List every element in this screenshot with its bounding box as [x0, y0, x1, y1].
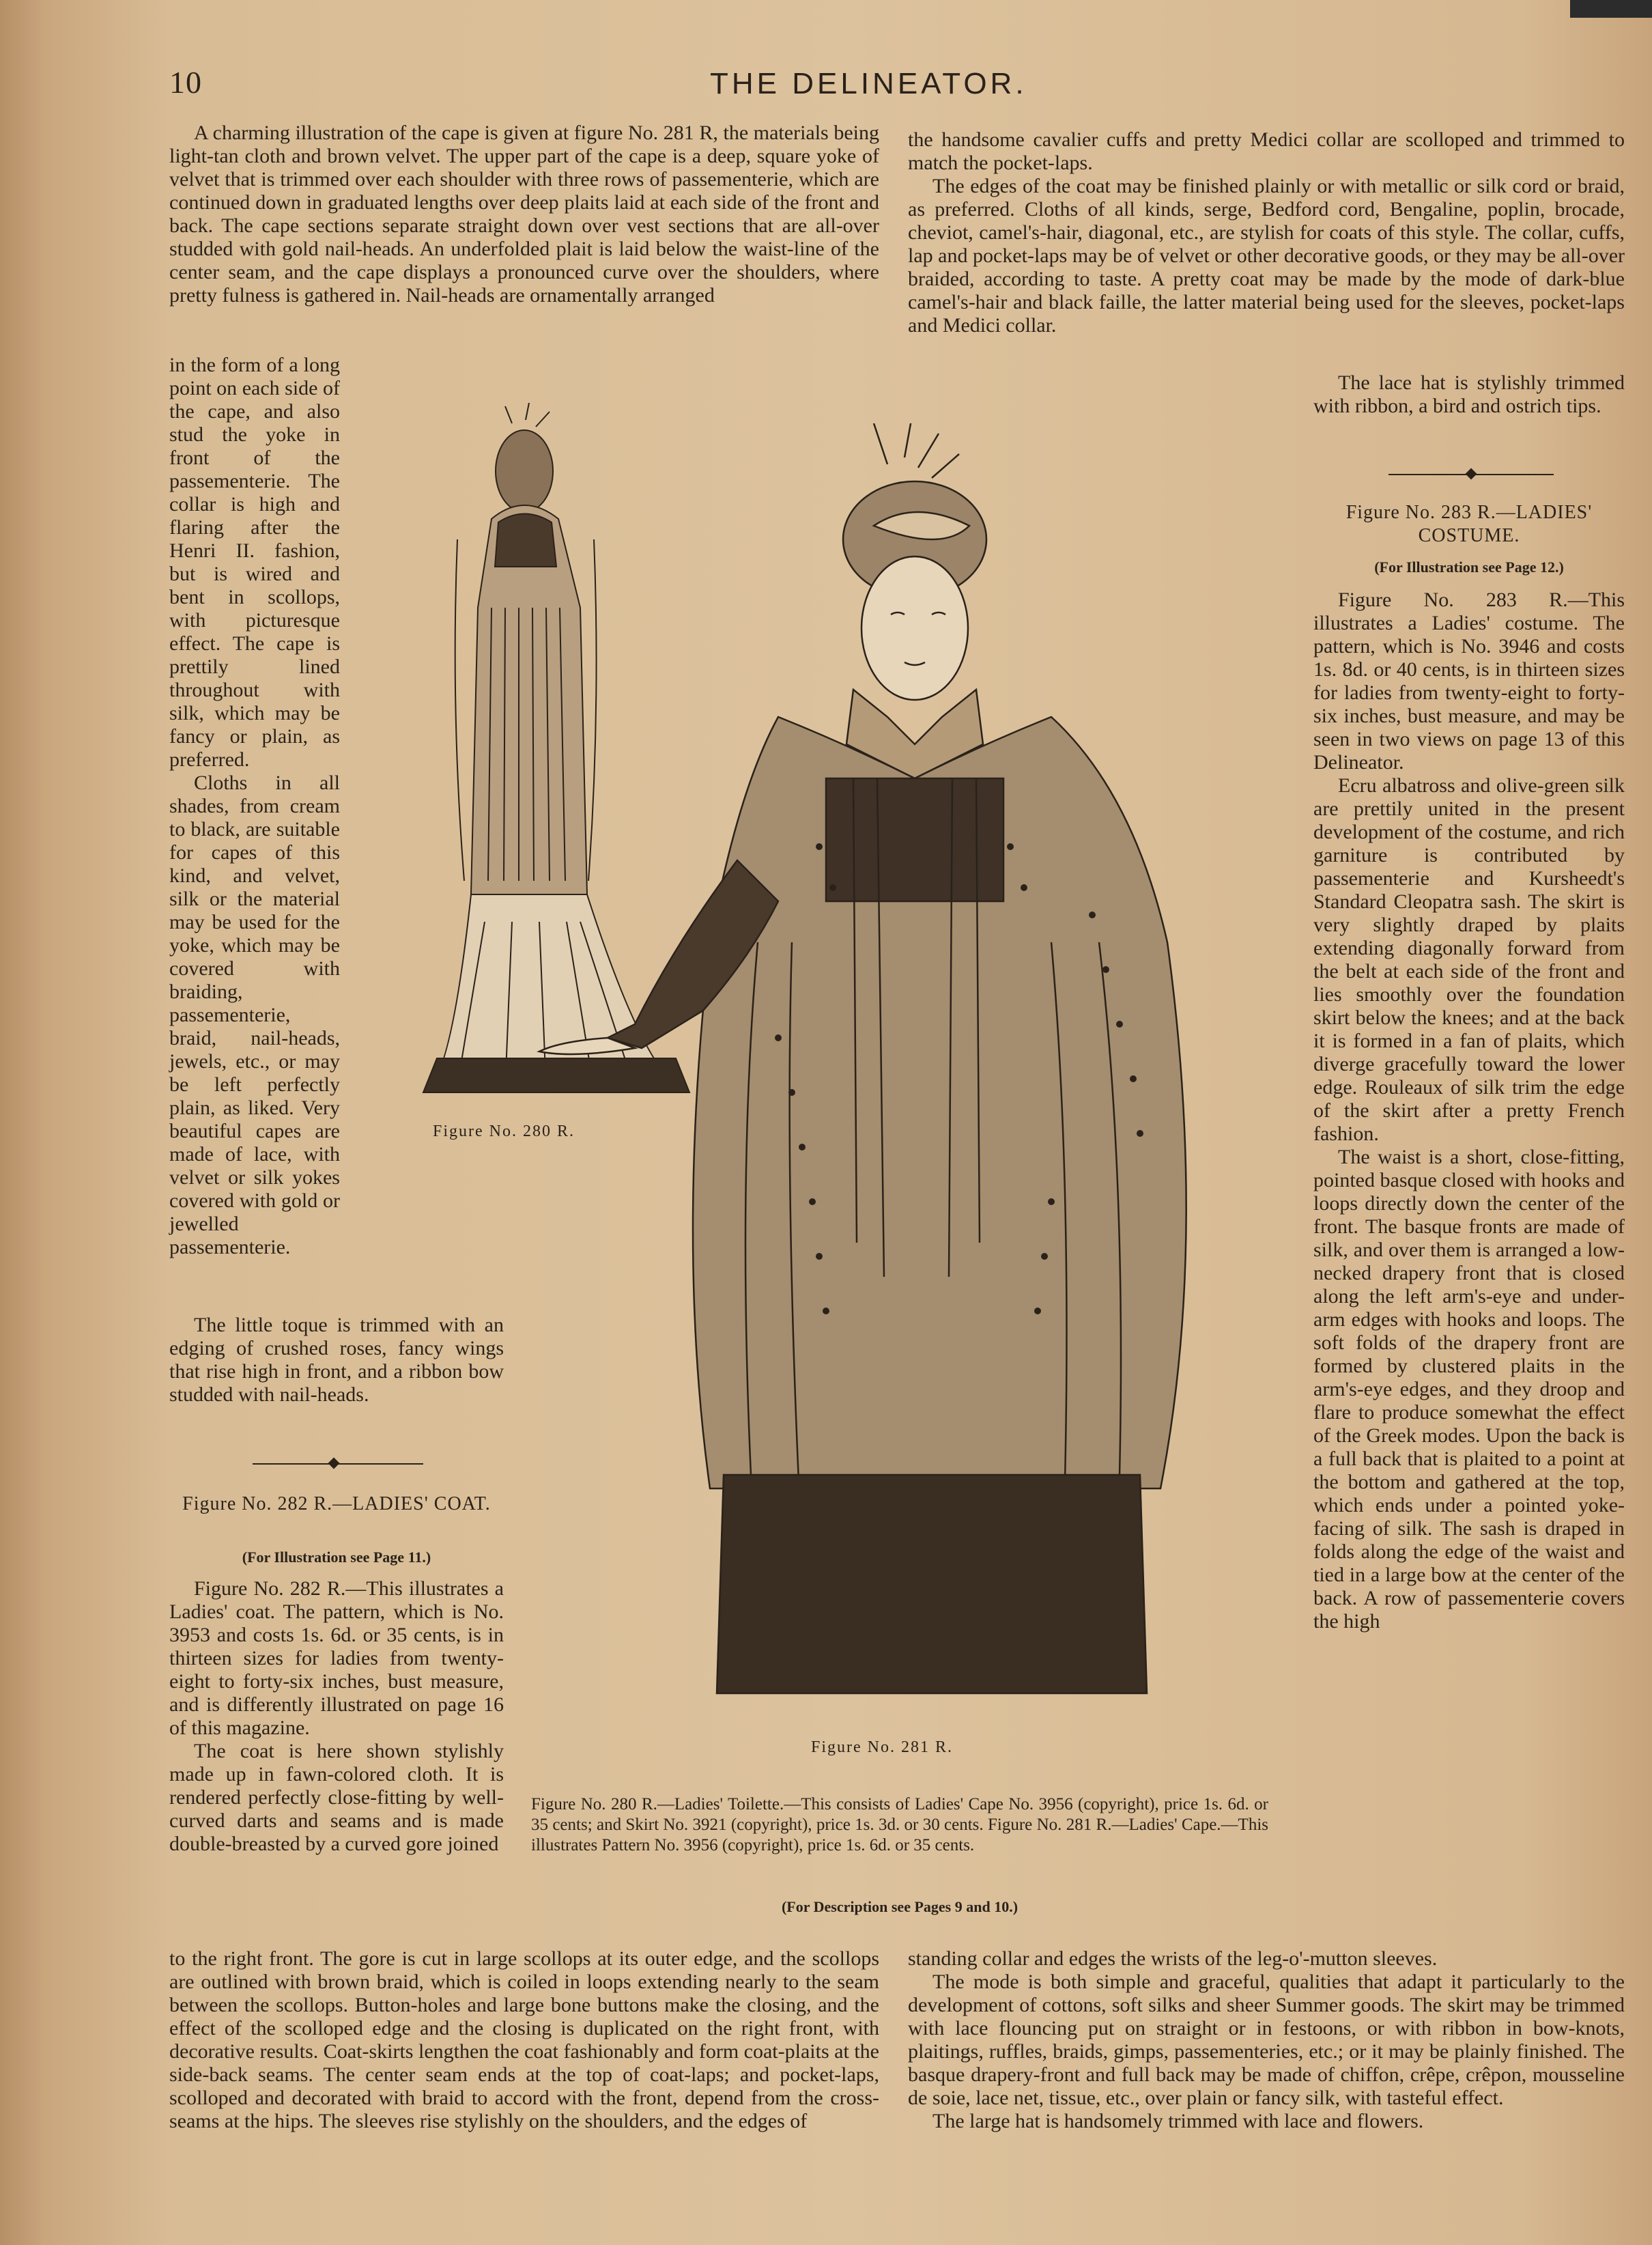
costume-illustration-note: (For Illustration see Page 12.) — [1374, 559, 1564, 576]
paragraph: in the form of a long point on each side of the cape, and also stud the yoke in front of the passementerie. The collar is high and flaring after the Henri II. fashion, but is wired and bent in scollops, with picturesque effect. The cape is prettily lined throughout with silk, which may be fancy or plain, as preferred. — [169, 354, 340, 771]
paragraph: Ecru albatross and olive-green silk are prettily united in the present development of the costume, and rich garniture is contributed by passementerie and Kursheedt's Standard Cleopatra sash. The skirt is very slightly draped by plaits extending diagonally forward from the belt at each side of the front and lies smoothly over the foundation skirt below the knees; and at the back it is formed in a fan of plaits, which diverge gracefully toward the lower edge. Rouleaux of silk trim the edge of the skirt after a pretty French fashion. — [1313, 774, 1625, 1145]
figures-description-text: Figure No. 280 R.—Ladies' Toilette.—This consists of Ladies' Cape No. 3956 (copyright), price 1s. 6d. or 35 cents; and Skirt No. 3921 (copyright), price 1s. 3d. or 30 cents. Figure No. 281 R.—Ladies' Cape.—This illustrates Pattern No. 3956 (copyright), price 1s. 6d. or 35 cents. — [531, 1795, 1268, 1854]
paragraph: A charming illustration of the cape is given at figure No. 281 R, the materials being light-tan cloth and brown velvet. The upper part of the cape is a deep, square yoke of velvet that is trimmed over each shoulder with three rows of passementerie, which are continued down in graduated lengths over deep plaits laid at each side of the front and back. The cape sections separate straight down over vest sections that are all-over studded with gold nail-heads. An underfolded plait is laid below the waist-line of the center seam, and the cape displays a pronounced curve over the shoulders, where pretty fulness is gathered in. Nail-heads are ornamentally arranged — [169, 122, 879, 307]
left-top-text — [169, 122, 879, 307]
paragraph: The coat is here shown stylishly made up in fawn-colored cloth. It is rendered perfectly close-fitting by well-curved darts and seams and is made double-breasted by a curved gore joined — [169, 1740, 504, 1855]
figures-description — [531, 1794, 1268, 1856]
masthead-title: THE DELINEATOR. — [710, 67, 1027, 100]
right-bottom-text — [908, 1947, 1625, 2133]
paragraph: The little toque is trimmed with an edging of crushed roses, fancy wings that rise high in front, and a ribbon bow studded with nail-heads. — [169, 1314, 504, 1406]
paragraph: Figure No. 283 R.—This illustrates a Ladies' costume. The pattern, which is No. 3946 and costs 1s. 8d. or 40 cents, is in thirteen sizes for ladies from twenty-eight to forty-six inches, bust measure, and may be seen in two views on page 13 of this Delineator. — [1313, 589, 1625, 774]
coat-heading: Figure No. 282 R.—LADIES' COAT. — [182, 1493, 491, 1514]
paragraph: The edges of the coat may be finished plainly or with metallic or silk cord or braid, as preferred. Cloths of all kinds, serge, Bedford cord, Bengaline, poplin, brocade, cheviot, camel's-hair, diagonal, etc., are stylish for coats of this style. The collar, cuffs, lap and pocket-laps may be of velvet or other decorative goods, or they may be all-over braided, according to taste. A pretty coat may be made by the mode of dark-blue camel's-hair and black faille, the latter material being used for the sleeves, pocket-laps and Medici collar. — [908, 175, 1625, 337]
figure-280-caption: Figure No. 280 R. — [433, 1122, 575, 1140]
paragraph: The lace hat is stylishly trimmed with ribbon, a bird and ostrich tips. — [1313, 371, 1625, 417]
coat-illustration-note: (For Illustration see Page 11.) — [242, 1549, 431, 1566]
left-bottom-text — [169, 1947, 879, 2133]
figure-281-caption: Figure No. 281 R. — [811, 1738, 953, 1756]
coat-text — [169, 1577, 504, 1856]
paragraph: the handsome cavalier cuffs and pretty Medici collar are scolloped and trimmed to match the pocket-laps. — [908, 128, 1625, 174]
right-top-text — [908, 128, 1625, 337]
paragraph: Figure No. 282 R.—This illustrates a Ladies' coat. The pattern, which is No. 3953 and costs 1s. 6d. or 35 cents, is in thirteen sizes for ladies from twenty-eight to forty-six inches, bust measure, and is differently illustrated on page 16 of this magazine. — [169, 1577, 504, 1739]
paragraph: Cloths in all shades, from cream to black, are suitable for capes of this kind, and velvet, silk or the material may be used for the yoke, which may be covered with braiding, passementerie, braid, nail-heads, jewels, etc., or may be left perfectly plain, as liked. Very beautiful capes are made of lace, with velvet or silk yokes covered with gold or jewelled passementerie. — [169, 772, 340, 1258]
costume-text — [1313, 589, 1625, 1633]
paragraph: The mode is both simple and graceful, qualities that adapt it particularly to the development of cottons, soft silks and sheer Summer goods. The skirt may be trimmed with lace flouncing put on straight or in festoons, or with ribbon in bow-knots, plaitings, ruffles, braids, gimps, passementeries, etc.; or it may be plainly finished. The basque drapery-front and full back may be made of chiffon, crêpe, crêpon, mousseline de soie, lace net, tissue, etc., over plain or fancy silk, with tasteful effect. — [908, 1971, 1625, 2109]
description-note: (For Description see Pages 9 and 10.) — [781, 1898, 1019, 1915]
figure-281-illustration — [532, 423, 1188, 1721]
left-narrow-text — [169, 354, 340, 1259]
page-number: 10 — [169, 65, 202, 100]
costume-heading: Figure No. 283 R.—LADIES' COSTUME. — [1345, 502, 1593, 546]
left-toque-text — [169, 1314, 504, 1407]
paragraph: standing collar and edges the wrists of the leg-o'-mutton sleeves. — [908, 1947, 1438, 1970]
paragraph: The large hat is handsomely trimmed with lace and flowers. — [932, 2110, 1424, 2132]
hat-text — [1313, 371, 1625, 418]
page-header — [0, 63, 1652, 111]
paragraph: to the right front. The gore is cut in large scollops at its outer edge, and the scollops are outlined with brown braid, which is coiled in loops extending nearly to the seam between the scollops. Button-holes and large bone buttons make the closing, and the effect of the scolloped edge and the closing is duplicated on the right front, with decorative results. Coat-skirts lengthen the coat fashionably and form coat-plaits at the side-back seams. The center seam ends at the top of coat-laps; and pocket-laps, scolloped and decorated with braid to accord with the front, depend from the cross-seams at the hips. The sleeves rise stylishly on the shoulders, and the edges of — [169, 1947, 879, 2132]
page-edge — [0, 0, 41, 2245]
top-edge-strip — [1570, 0, 1652, 18]
paragraph: The waist is a short, close-fitting, pointed basque closed with hooks and loops directly down the center of the front. The basque fronts are made of silk, and over them is arranged a low-necked drapery front that is closed along the left arm's-eye and under-arm edges with hooks and loops. The soft folds of the drapery front are formed by clustered plaits in the arm's-eye edges, and they droop and flare to produce somewhat the effect of the Greek modes. Upon the back is a full back that is plaited to a point at the bottom and gathered at the top, which ends under a pointed yoke-facing of silk. The sash is draped in folds along the edge of the waist and tied in a large bow at the center of the back. A row of passementerie covers the high — [1313, 1146, 1625, 1633]
